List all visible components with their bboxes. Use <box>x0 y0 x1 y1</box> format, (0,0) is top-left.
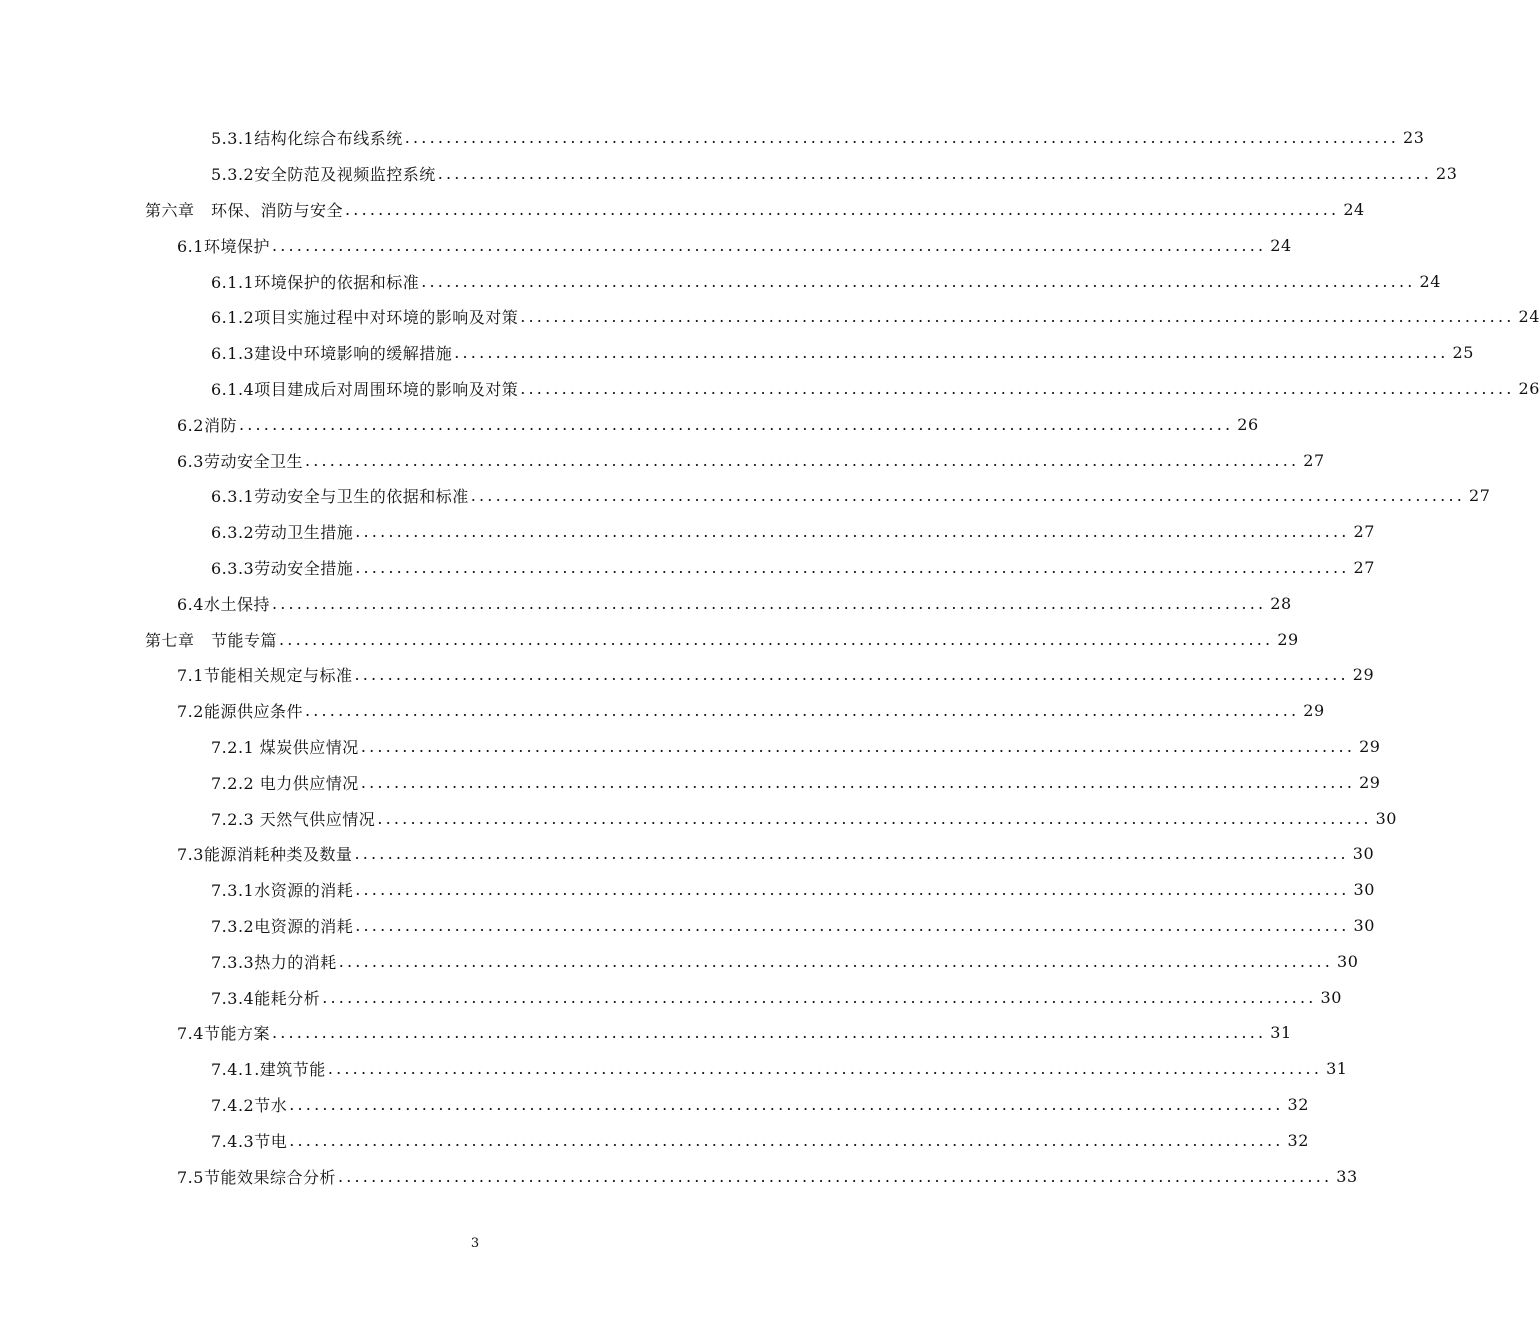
toc-entry-title: 6.1.3建设中环境影响的缓解措施 <box>211 344 453 364</box>
toc-entry[interactable] <box>0 478 1491 514</box>
toc-entry[interactable] <box>0 1051 1348 1087</box>
toc-entry[interactable] <box>0 299 1540 335</box>
toc-entry-page: 30 <box>1353 915 1375 935</box>
toc-entry-title: 7.3.4能耗分析 <box>211 988 321 1008</box>
toc-entry[interactable] <box>0 1087 1309 1123</box>
toc-entry-title: 第六章 环保、消防与安全 <box>145 200 344 220</box>
toc-dot-leader: ........................................................................................................................ <box>289 1130 1284 1150</box>
toc-dot-leader: ........................................................................................................................ <box>354 665 1349 685</box>
toc-dot-leader: ........................................................................................................................ <box>327 1059 1323 1079</box>
toc-entry-page: 29 <box>1359 736 1381 756</box>
toc-entry-page: 24 <box>1343 199 1365 219</box>
toc-entry-title: 7.4.3节电 <box>211 1131 288 1151</box>
toc-entry-title: 7.2.1 煤炭供应情况 <box>211 737 359 757</box>
toc-entry[interactable] <box>0 263 1441 299</box>
toc-entry-title: 6.1.4项目建成后对周围环境的影响及对策 <box>211 379 519 399</box>
toc-entry[interactable] <box>0 1122 1309 1158</box>
toc-entry-title: 6.1环境保护 <box>177 236 270 256</box>
toc-dot-leader: ........................................................................................................................ <box>360 736 1356 756</box>
toc-entry-title: 6.3.2劳动卫生措施 <box>211 523 354 543</box>
toc-dot-leader: ........................................................................................................................ <box>421 271 1416 291</box>
toc-entry-page: 31 <box>1270 1023 1292 1043</box>
toc-dot-leader: ........................................................................................................................ <box>271 235 1267 255</box>
toc-entry-title: 第七章 节能专篇 <box>145 630 278 650</box>
toc-dot-leader: ........................................................................................................................ <box>304 701 1300 721</box>
toc-dot-leader: ........................................................................................................................ <box>345 199 1340 219</box>
toc-dot-leader: ........................................................................................................................ <box>454 343 1449 363</box>
toc-entry-title: 7.3.1水资源的消耗 <box>211 881 354 901</box>
toc-entry[interactable] <box>0 621 1299 657</box>
toc-dot-leader: ........................................................................................................................ <box>354 844 1349 864</box>
toc-entry-title: 5.3.2安全防范及视频监控系统 <box>211 165 436 185</box>
toc-dot-leader: ........................................................................................................................ <box>279 629 1274 649</box>
toc-entry-title: 6.4水土保持 <box>177 594 270 614</box>
toc-entry-title: 7.2.3 天然气供应情况 <box>211 809 376 829</box>
toc-entry-page: 30 <box>1353 880 1375 900</box>
toc-entry[interactable] <box>0 693 1325 729</box>
toc-entry-page: 30 <box>1352 844 1375 864</box>
toc-dot-leader: ........................................................................................................................ <box>520 307 1515 327</box>
toc-dot-leader: ........................................................................................................................ <box>355 880 1350 900</box>
toc-entry[interactable] <box>0 657 1375 693</box>
toc-dot-leader: ........................................................................................................................ <box>338 951 1334 971</box>
toc-entry-page: 27 <box>1353 557 1375 577</box>
toc-entry[interactable] <box>0 406 1259 442</box>
toc-entry-title: 7.4节能方案 <box>177 1024 270 1044</box>
toc-entry-title: 7.3.2电资源的消耗 <box>211 916 354 936</box>
toc-entry[interactable] <box>0 514 1375 550</box>
toc-entry-page: 32 <box>1287 1094 1309 1114</box>
toc-entry-page: 27 <box>1469 486 1491 506</box>
toc-entry-page: 30 <box>1320 987 1342 1007</box>
toc-entry-page: 29 <box>1352 665 1375 685</box>
toc-entry-page: 24 <box>1419 271 1441 291</box>
toc-entry[interactable] <box>0 227 1292 263</box>
toc-entry-page: 30 <box>1375 808 1397 828</box>
toc-entry[interactable] <box>0 764 1381 800</box>
toc-entry-title: 7.5节能效果综合分析 <box>177 1167 336 1187</box>
toc-dot-leader: ........................................................................................................................ <box>470 486 1466 506</box>
toc-entry[interactable] <box>0 908 1375 944</box>
toc-entry-page: 23 <box>1436 164 1458 184</box>
toc-entry[interactable] <box>0 156 1458 192</box>
toc-entry-title: 7.2能源供应条件 <box>177 702 303 722</box>
toc-entry[interactable] <box>0 442 1325 478</box>
toc-dot-leader: ........................................................................................................................ <box>289 1094 1284 1114</box>
toc-entry-page: 26 <box>1518 378 1540 398</box>
toc-entry-title: 7.3能源消耗种类及数量 <box>177 845 353 865</box>
toc-entry[interactable] <box>0 335 1474 371</box>
toc-entry-title: 7.4.2节水 <box>211 1095 288 1115</box>
toc-entry-title: 7.2.2 电力供应情况 <box>211 773 359 793</box>
toc-dot-leader: ........................................................................................................................ <box>271 593 1267 613</box>
toc-dot-leader: ........................................................................................................................ <box>377 808 1372 828</box>
toc-entry-page: 31 <box>1326 1059 1348 1079</box>
toc-entry-title: 6.2消防 <box>177 415 237 435</box>
toc-entry-page: 23 <box>1403 128 1425 148</box>
toc-dot-leader: ........................................................................................................................ <box>271 1023 1267 1043</box>
toc-entry[interactable] <box>0 872 1375 908</box>
toc-entry-title: 5.3.1结构化综合布线系统 <box>211 129 403 149</box>
toc-entry[interactable] <box>0 371 1540 407</box>
toc-dot-leader: ........................................................................................................................ <box>404 128 1400 148</box>
toc-entry-page: 27 <box>1353 522 1375 542</box>
toc-dot-leader: ........................................................................................................................ <box>520 378 1515 398</box>
toc-entry-title: 6.1.2项目实施过程中对环境的影响及对策 <box>211 308 519 328</box>
toc-dot-leader: ........................................................................................................................ <box>360 772 1356 792</box>
toc-entry-page: 24 <box>1270 235 1292 255</box>
toc-entry-title: 6.3.3劳动安全措施 <box>211 558 354 578</box>
toc-dot-leader: ........................................................................................................................ <box>304 450 1300 470</box>
toc-entry-title: 7.1节能相关规定与标准 <box>177 666 353 686</box>
table-of-contents <box>0 120 1540 1194</box>
toc-entry-title: 7.4.1.建筑节能 <box>211 1060 326 1080</box>
toc-entry-page: 32 <box>1287 1130 1309 1150</box>
toc-dot-leader: ........................................................................................................................ <box>337 1166 1333 1186</box>
toc-entry-page: 24 <box>1518 307 1540 327</box>
toc-entry[interactable] <box>0 836 1375 872</box>
toc-entry-title: 6.1.1环境保护的依据和标准 <box>211 272 420 292</box>
toc-dot-leader: ........................................................................................................................ <box>322 987 1317 1007</box>
toc-dot-leader: ........................................................................................................................ <box>238 414 1234 434</box>
toc-entry[interactable] <box>0 943 1359 979</box>
toc-entry-page: 33 <box>1336 1166 1358 1186</box>
toc-entry[interactable] <box>0 1015 1292 1051</box>
toc-entry-title: 6.3.1劳动安全与卫生的依据和标准 <box>211 487 469 507</box>
toc-entry-page: 27 <box>1303 450 1325 470</box>
toc-entry-page: 25 <box>1452 343 1474 363</box>
toc-dot-leader: ........................................................................................................................ <box>355 557 1350 577</box>
toc-entry-page: 29 <box>1303 701 1325 721</box>
toc-entry-page: 29 <box>1277 629 1299 649</box>
toc-dot-leader: ........................................................................................................................ <box>355 915 1350 935</box>
toc-entry[interactable] <box>0 979 1342 1015</box>
page-number: 3 <box>470 1236 480 1251</box>
toc-entry[interactable] <box>0 729 1381 765</box>
toc-entry[interactable] <box>0 192 1365 228</box>
toc-entry-title: 7.3.3热力的消耗 <box>211 952 337 972</box>
toc-entry[interactable] <box>0 800 1397 836</box>
toc-entry-title: 6.3劳动安全卫生 <box>177 451 303 471</box>
toc-entry[interactable] <box>0 550 1375 586</box>
toc-entry-page: 26 <box>1237 414 1259 434</box>
toc-entry-page: 28 <box>1270 593 1292 613</box>
toc-entry-page: 30 <box>1337 951 1359 971</box>
toc-entry[interactable] <box>0 585 1292 621</box>
toc-entry[interactable] <box>0 120 1425 156</box>
toc-entry-page: 29 <box>1359 772 1381 792</box>
toc-dot-leader: ........................................................................................................................ <box>355 522 1350 542</box>
toc-dot-leader: ........................................................................................................................ <box>437 164 1433 184</box>
toc-entry[interactable] <box>0 1158 1358 1194</box>
